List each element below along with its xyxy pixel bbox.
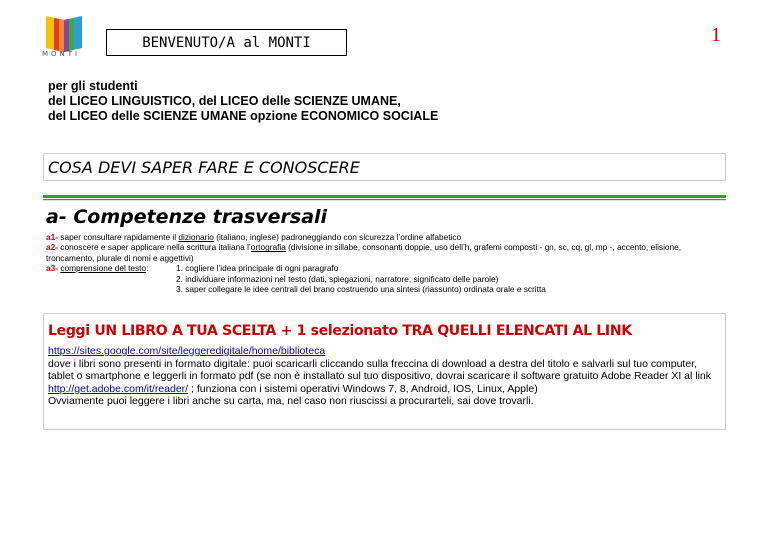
biblioteca-link[interactable]: https://sites.google.com/site/leggeredigitale/home/biblioteca xyxy=(48,345,326,357)
reading-text-os: ; funziona con i sistemi operativi Windows 7, 8, Android, IOS, Linux, Apple) xyxy=(188,382,538,395)
competence-a3 xyxy=(46,263,726,273)
reading-instructions xyxy=(48,358,722,396)
competence-a1 xyxy=(46,232,726,242)
page-number: 1 xyxy=(711,24,721,46)
competence-a3-row xyxy=(46,284,726,294)
logo-wordmark: MONTI xyxy=(42,50,81,58)
comprensione-term: comprensione del testo xyxy=(60,263,147,274)
competence-a3-row xyxy=(46,274,726,284)
competence-a2-label: a2- xyxy=(46,242,58,253)
reading-text: dove i libri sono presenti in formato digitale: puoi scaricarli cliccando sulla freccina di download a destra del titolo e salvarli sul tuo computer, tablet o smartphone e leggerli in formato pdf (se non è installato sul tuo dispositivo, dovrai scaricare il software gratuito Adobe Reader XI al link xyxy=(48,357,712,383)
competence-a3-label: a3- xyxy=(46,263,58,274)
competence-a2-text-end: (divisione in sillabe, consonanti doppie, uso dell’h, grafemi composti - gn, sc, cq, gl, mp -, accento, elisione, troncamento, plurale di nomi e aggettivi) xyxy=(46,242,682,263)
competence-a1-text: saper consultare rapidamente il xyxy=(58,232,179,242)
reading-title: Leggi UN LIBRO A TUA SCELTA + 1 selezionato TRA QUELLI ELENCATI AL LINK xyxy=(48,323,632,339)
competence-a3-item: 3. saper collegare le idee centrali del brano costruendo una sintesi (riassunto) ordinata orale e scritta xyxy=(176,284,546,294)
competence-a1-label: a1- xyxy=(46,232,58,242)
competences-list xyxy=(46,232,726,294)
section-title: COSA DEVI SAPER FARE E CONOSCERE xyxy=(43,153,726,181)
competence-a3-item: 1. cogliere l’idea principale di ogni paragrafo xyxy=(176,263,339,274)
audience-line-3: del LICEO delle SCIENZE UMANE opzione ECONOMICO SOCIALE xyxy=(48,109,439,123)
reading-body xyxy=(48,345,722,408)
competence-a2 xyxy=(46,242,726,263)
green-divider xyxy=(43,195,726,201)
welcome-title: BENVENUTO/A al MONTI xyxy=(106,29,347,56)
reading-note: Ovviamente puoi leggere i libri anche su carta, ma, nel caso non riuscissi a procurarteli, sai dove trovarli. xyxy=(48,395,534,408)
competence-a2-text: conoscere e saper applicare nella scrittura italiana l’ xyxy=(58,242,251,253)
ortografia-term: ortografia xyxy=(250,242,286,253)
audience-line-1: per gli studenti xyxy=(48,79,138,93)
audience-block xyxy=(48,79,438,124)
competence-a1-text-end: (italiano, inglese) padroneggiando con sicurezza l’ordine alfabetico xyxy=(213,232,462,242)
competence-a3-item: 2. individuare informazioni nel testo (dati, spiegazioni, narratore, significato delle parole) xyxy=(176,273,499,284)
competence-a3-colon: : xyxy=(146,263,149,274)
adobe-reader-link[interactable]: http://get.adobe.com/it/reader/ xyxy=(48,382,189,395)
audience-line-2: del LICEO LINGUISTICO, del LICEO delle SCIENZE UMANE, xyxy=(48,94,401,108)
dizionario-term: dizionario xyxy=(178,232,214,242)
competences-heading: a- Competenze trasversali xyxy=(46,206,328,228)
